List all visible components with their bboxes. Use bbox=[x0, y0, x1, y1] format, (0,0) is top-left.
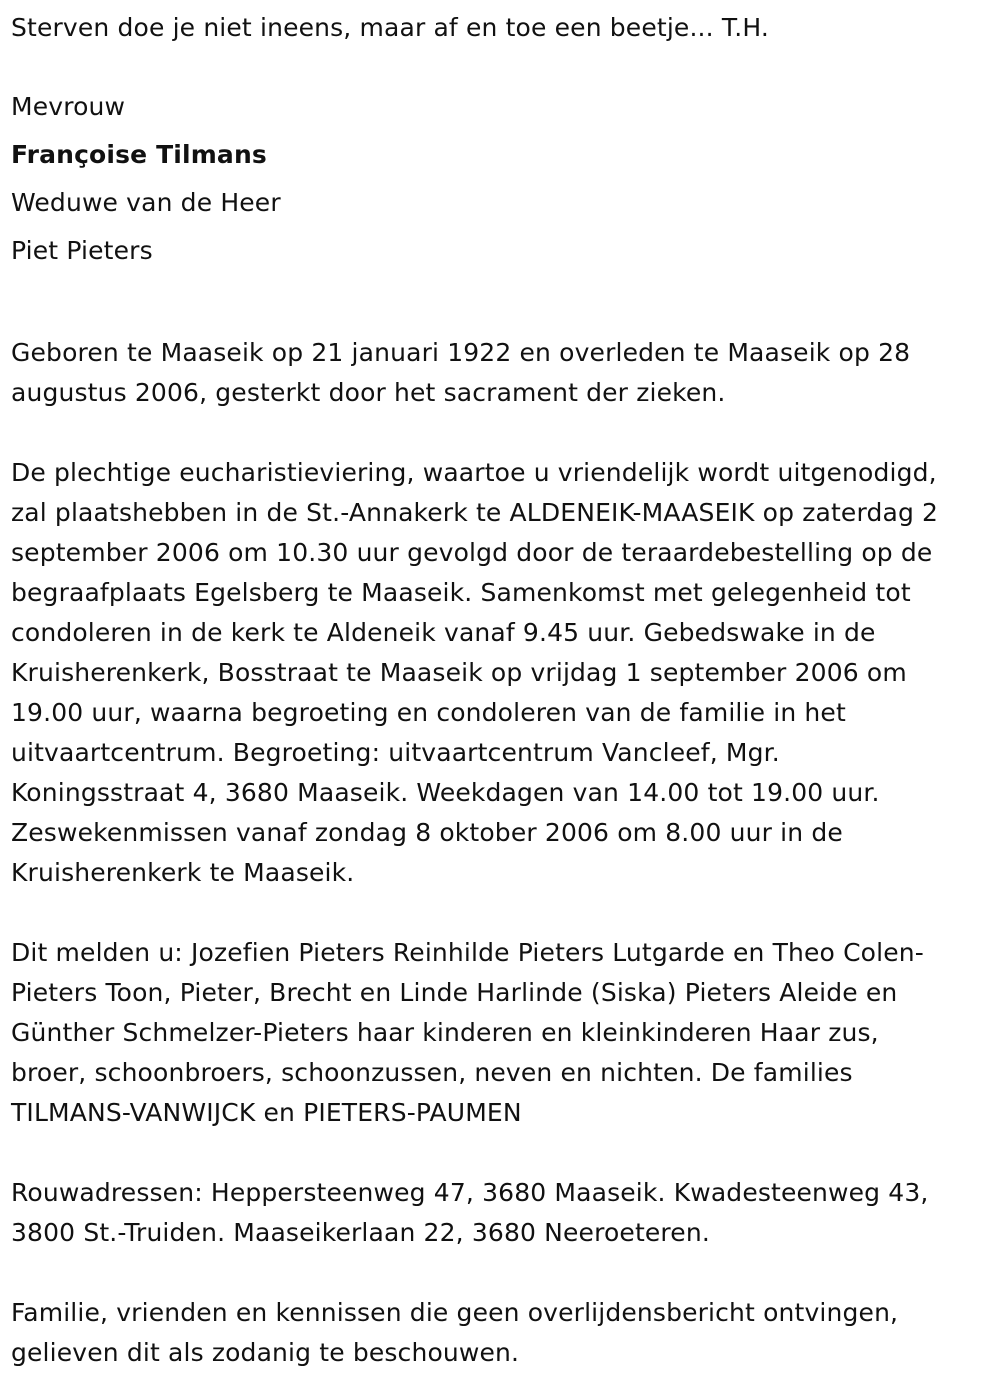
spouse-name: Piet Pieters bbox=[11, 236, 153, 265]
spacer bbox=[11, 52, 989, 83]
relation-text: Weduwe van de Heer bbox=[11, 188, 281, 217]
family-paragraph: Dit melden u: Jozefien Pieters Reinhilde Pieters Lutgarde en Theo Colen- Pieters Toon, Pieter, Brecht en Linde Harlinde (Siska) Pieters Aleide en Günther Schmelzer-Pieters haar kinderen en kleinkinderen Haar zus, broer, schoonbroers, schoonzussen, neven en nichten. De families TILMANS-VANWIJCK en PIETERS-PAUMEN bbox=[11, 938, 924, 1127]
spacer bbox=[11, 275, 989, 333]
birth-death-paragraph: Geboren te Maaseik op 21 januari 1922 en overleden te Maaseik op 28 augustus 2006, gesterkt door het sacrament der zieken. bbox=[11, 338, 911, 407]
spacer bbox=[11, 1133, 989, 1173]
ceremony-paragraph: De plechtige eucharistieviering, waartoe u vriendelijk wordt uitgenodigd, zal plaatshebben in de St.-Annakerk te ALDENEIK-MAASEIK op zaterdag 2 september 2006 om 10.30 uur gevolgd door de teraardebestelling op de begraafplaats Egelsberg te Maaseik. Samenkomst met gelegenheid tot condoleren in de kerk te Aldeneik vanaf 9.45 uur. Gebedswake in de Kruisherenkerk, Bosstraat te Maaseik op vrijdag 1 september 2006 om 19.00 uur, waarna begroeting en condoleren van de familie in het uitvaartcentrum. Begroeting: uitvaartcentrum Vancleef, Mgr. Koningsstraat 4, 3680 Maaseik. Weekdagen van 14.00 tot 19.00 uur. Zeswekenmissen vanaf zondag 8 oktober 2006 om 8.00 uur in de Kruisherenkerk te Maaseik. bbox=[11, 458, 939, 887]
deceased-name: Françoise Tilmans bbox=[11, 140, 267, 169]
title-mevrouw: Mevrouw bbox=[11, 92, 126, 121]
spacer bbox=[11, 1253, 989, 1293]
epigraph: Sterven doe je niet ineens, maar af en toe een beetje... T.H. bbox=[11, 13, 769, 42]
spacer bbox=[11, 413, 989, 453]
addresses-paragraph: Rouwadressen: Heppersteenweg 47, 3680 Maaseik. Kwadesteenweg 43, 3800 St.-Truiden. Maaseikerlaan 22, 3680 Neeroeteren. bbox=[11, 1178, 929, 1247]
closing-paragraph: Familie, vrienden en kennissen die geen overlijdensbericht ontvingen, gelieven dit als zodanig te beschouwen. bbox=[11, 1298, 899, 1367]
spacer bbox=[11, 893, 989, 933]
